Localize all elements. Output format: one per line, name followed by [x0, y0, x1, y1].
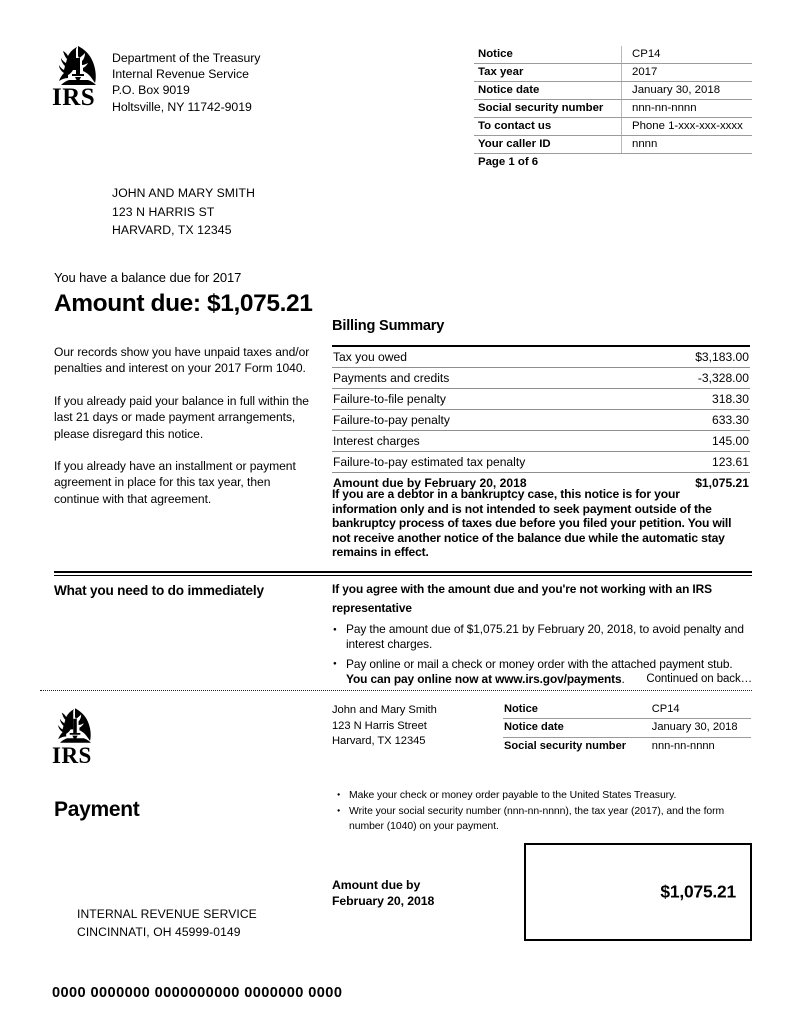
billing-summary-title: Billing Summary — [332, 318, 445, 334]
recipient-name: JOHN AND MARY SMITH — [112, 186, 255, 200]
meta-label-notice-date: Notice date — [474, 82, 622, 100]
irs-logo-stub — [52, 706, 114, 767]
what-to-do-bullet-1: ● Pay the amount due of $1,075.21 by February 20, 2018, to avoid penalty and interest charges. — [332, 622, 752, 653]
meta-label-contact: To contact us — [474, 118, 622, 136]
bankruptcy-notice-text: If you are a debtor in a bankruptcy case, this notice is for your information only and is not intended to seek payment outside of the bankruptcy process of taxes due before you filed your petition. You will not receive another notice of the balance due while the automatic stay remains in effect. — [332, 487, 732, 560]
stub-meta-value-notice-date: January 30, 2018 — [644, 719, 751, 737]
stub-bullet-list — [336, 789, 750, 834]
meta-value-ssn: nnn-nn-nnnn — [622, 100, 753, 118]
stub-meta-row-ssn — [503, 737, 751, 755]
stub-amount-value: $1,075.21 — [660, 881, 736, 902]
stub-mail-to-address — [77, 906, 257, 941]
billing-amount-failure-to-pay: 633.30 — [657, 410, 750, 431]
stub-meta-row-notice — [503, 701, 751, 719]
billing-label-interest: Interest charges — [332, 431, 657, 452]
irs-eagle-emblem-icon — [52, 44, 104, 86]
meta-row-ssn — [474, 100, 752, 118]
meta-label-tax-year: Tax year — [474, 64, 622, 82]
billing-total-amount: $1,075.21 — [657, 473, 750, 494]
what-to-do-heading: What you need to do immediately — [54, 583, 264, 598]
amount-due-by-line-1: Amount due by — [332, 878, 421, 892]
billing-amount-estimated-tax-penalty: 123.61 — [657, 452, 750, 473]
bullet-2-prefix: Pay online or mail a check or money order with the attached payment stub. — [346, 656, 733, 671]
summary-paragraph-3: If you already have an installment or payment agreement in place for this tax year, then continue with that agreement. — [54, 459, 296, 506]
bullet-2-suffix: . — [621, 672, 625, 687]
amount-due-by-line-2: February 20, 2018 — [332, 893, 435, 908]
meta-label-notice: Notice — [474, 46, 622, 64]
billing-label-payments-credits: Payments and credits — [332, 368, 657, 389]
billing-row — [332, 389, 750, 410]
irs-logo-header — [52, 44, 114, 110]
meta-row-page — [474, 154, 752, 172]
agency-line-3: Holtsville, NY 11742-9019 — [112, 99, 252, 114]
meta-label-ssn: Social security number — [474, 100, 622, 118]
summary-paragraph-1: Our records show you have unpaid taxes and/or penalties and interest on your 2017 Form 1040. — [54, 345, 310, 376]
balance-due-subtitle: You have a balance due for 2017 — [54, 270, 242, 285]
amount-due-heading: Amount due: $1,075.21 — [54, 290, 313, 317]
billing-row — [332, 410, 750, 431]
billing-amount-failure-to-file: 318.30 — [657, 389, 750, 410]
billing-amount-tax-owed: $3,183.00 — [657, 346, 750, 368]
stub-meta-table — [503, 701, 751, 755]
summary-paragraphs — [54, 344, 312, 523]
payment-stub-title: Payment — [54, 798, 140, 821]
stub-meta-label-notice: Notice — [503, 701, 644, 719]
meta-row-contact — [474, 118, 752, 136]
billing-summary-section — [332, 318, 750, 493]
agency-line-0: Department of the Treasury — [112, 51, 261, 65]
billing-row — [332, 431, 750, 452]
pay-online-link-text[interactable]: You can pay online now at www.irs.gov/payments — [346, 672, 622, 687]
meta-row-tax-year — [474, 64, 752, 82]
billing-summary-table — [332, 345, 750, 493]
irs-wordmark: IRS — [52, 84, 96, 111]
irs-eagle-emblem-icon — [52, 706, 98, 744]
stub-bullet-1: ● Make your check or money order payable to the United States Treasury. — [336, 789, 750, 803]
meta-row-notice-date — [474, 82, 752, 100]
stub-meta-label-ssn: Social security number — [504, 739, 627, 752]
meta-value-notice-date: January 30, 2018 — [622, 82, 753, 100]
recipient-city-state-zip: HARVARD, TX 12345 — [112, 223, 232, 238]
meta-value-tax-year: 2017 — [622, 64, 753, 82]
irs-wordmark: IRS — [52, 743, 92, 768]
stub-payer-city-state-zip: Harvard, TX 12345 — [332, 735, 426, 748]
stub-bullet-2: ● Write your social security number (nnn-nn-nnnn), the tax year (2017), and the form number (1040) on your payment. — [336, 805, 750, 834]
billing-label-estimated-tax-penalty: Failure-to-pay estimated tax penalty — [332, 452, 657, 473]
ocr-scanline: 0000 0000000 0000000000 0000000 0000 — [52, 985, 343, 1001]
agency-address-block — [112, 50, 260, 115]
mail-to-line-1: INTERNAL REVENUE SERVICE — [77, 907, 257, 921]
billing-row — [332, 452, 750, 473]
continued-on-back-note: Continued on back… — [646, 673, 752, 685]
summary-paragraph-2: If you already paid your balance in full within the last 21 days or made payment arrangements, please disregard this notice. — [54, 393, 309, 441]
meta-row-caller-id — [474, 136, 752, 154]
stub-amount-box — [524, 843, 752, 941]
recipient-street: 123 N HARRIS ST — [112, 204, 215, 219]
meta-label-caller-id: Your caller ID — [474, 136, 622, 154]
stub-amount-due-by-label — [332, 878, 434, 909]
stub-meta-label-notice-date: Notice date — [503, 719, 644, 737]
section-divider-rule — [54, 571, 752, 576]
billing-total-label: Amount due by February 20, 2018 — [332, 473, 657, 494]
billing-label-tax-owed: Tax you owed — [332, 346, 657, 368]
stub-meta-row-notice-date — [503, 719, 751, 737]
stub-meta-value-notice: CP14 — [644, 701, 751, 719]
mail-to-line-2: CINCINNATI, OH 45999-0149 — [77, 924, 241, 939]
agency-line-1: Internal Revenue Service — [112, 67, 249, 82]
billing-amount-payments-credits: -3,328.00 — [657, 368, 750, 389]
meta-value-contact: Phone 1-xxx-xxx-xxxx — [622, 118, 753, 136]
page-indicator: Page 1 of 6 — [478, 156, 539, 168]
what-to-do-lead: If you agree with the amount due and you're not working with an IRS representative — [332, 582, 712, 615]
stub-payer-address — [332, 703, 437, 750]
tear-off-dotted-line — [40, 690, 752, 691]
stub-meta-value-ssn: nnn-nn-nnnn — [651, 739, 715, 752]
billing-row — [332, 368, 750, 389]
recipient-address-block — [112, 184, 255, 240]
billing-label-failure-to-file: Failure-to-file penalty — [332, 389, 657, 410]
agency-line-2: P.O. Box 9019 — [112, 83, 190, 98]
stub-payer-street: 123 N Harris Street — [332, 719, 427, 732]
notice-meta-table — [474, 46, 752, 171]
billing-label-failure-to-pay: Failure-to-pay penalty — [332, 410, 657, 431]
billing-amount-interest: 145.00 — [657, 431, 750, 452]
stub-instructions — [336, 789, 750, 836]
meta-value-caller-id: nnnn — [622, 136, 753, 154]
meta-value-notice: CP14 — [622, 46, 753, 64]
billing-row — [332, 346, 750, 368]
meta-row-notice — [474, 46, 752, 64]
stub-payer-name: John and Mary Smith — [332, 704, 437, 716]
